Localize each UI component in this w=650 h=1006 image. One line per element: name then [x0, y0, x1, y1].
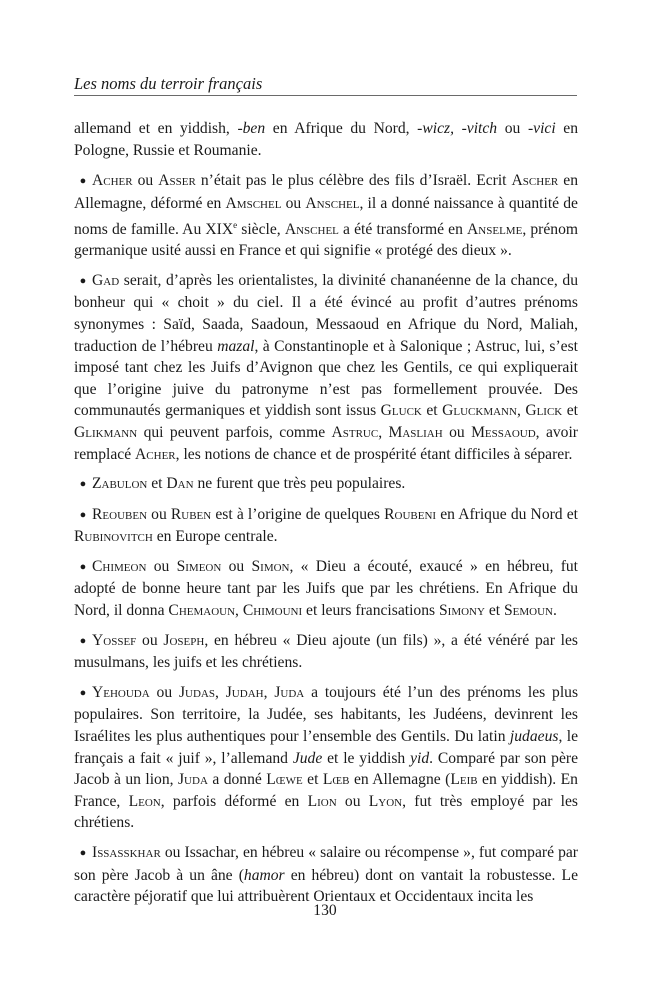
italic-term: -ben: [237, 120, 266, 137]
name-smallcaps: Asser: [158, 172, 196, 190]
text-run: a toujours été l’un des prénoms les plus populaires. Son territoire, la Judée, ses habitants, les Judéens, devinrent les Israélites les plus authentiques pour l’ensemble des Gentils. Du latin: [74, 683, 579, 746]
text-run: et leurs francisations: [302, 602, 439, 620]
text-run: en Allemagne, déformé en: [74, 172, 578, 212]
text-run: siècle,: [237, 220, 285, 238]
text-run: ou: [147, 505, 171, 523]
name-smallcaps: Rubinovitch: [74, 528, 153, 546]
text-run: ,: [235, 602, 243, 620]
page-number: 130: [313, 902, 337, 919]
italic-term: judaeus: [509, 728, 559, 746]
name-smallcaps: Semoun: [504, 602, 554, 620]
text-run: en hébreu) dont on vantait la robustesse. Le caractère péjoratif que lui attribuèrent Orientaux et Occidentaux incita les: [74, 866, 578, 906]
text-run: .: [553, 602, 557, 620]
bullet-icon: ●: [79, 508, 87, 521]
text-run: ou: [136, 631, 164, 649]
name-smallcaps: Leon: [128, 792, 161, 810]
name-smallcaps: Juda: [177, 771, 208, 789]
paragraph-issasskhar: [74, 842, 578, 908]
text-run: , à Constantinople et à Salonique ; Astruc, lui, s’est imposé tant chez les Juifs d’Avignon que chez les Gentils, ce qui expliquerait que l’origine juive du patronyme n’est pas formellement prouvée. Des communautés germaniques et yiddish sont issus: [74, 337, 578, 420]
name-smallcaps: Lœwe: [266, 771, 303, 789]
name-smallcaps: Roubeni: [384, 505, 437, 523]
text-run: en yiddish). En France,: [74, 771, 578, 810]
bullet-icon: ●: [79, 274, 87, 287]
paragraph-text: [74, 844, 578, 905]
bullet-icon: ●: [79, 634, 87, 647]
italic-term: yid: [410, 749, 430, 767]
text-run: ou: [132, 172, 159, 190]
text-run: , il a donné naissance à quantité de noms de famille. Au XIX: [74, 194, 578, 238]
name-smallcaps: Simeon: [176, 557, 222, 575]
bullet-icon: ●: [79, 175, 87, 188]
name-smallcaps: Zabulon: [92, 475, 148, 493]
page-body: [74, 118, 578, 916]
name-smallcaps: Judah: [225, 683, 264, 701]
paragraph-text: [74, 506, 578, 546]
name-smallcaps: Lion: [307, 792, 337, 810]
paragraph-acher: [74, 170, 578, 262]
text-run: en Europe centrale.: [152, 528, 278, 546]
name-smallcaps: Astruc: [331, 423, 379, 441]
text-run: . Comparé par son père Jacob à un lion,: [74, 749, 578, 789]
paragraph-chimeon: [74, 556, 578, 622]
paragraph-text: [74, 172, 578, 259]
text-run: et: [147, 475, 167, 493]
name-smallcaps: Chimouni: [242, 602, 303, 620]
paragraph-text: [74, 120, 578, 159]
paragraph-reouben: [74, 504, 578, 548]
paragraph-text: [74, 632, 578, 672]
name-smallcaps: Issasskhar: [92, 844, 161, 861]
italic-term: -vici: [527, 120, 556, 137]
text-run: en Afrique du Nord et: [436, 505, 578, 523]
text-run: , « Dieu a écouté, exaucé » en hébreu, fut adopté de bonne heure tant par les Juifs que par les chrétiens. En Afrique du Nord, il donna: [74, 557, 579, 620]
text-run: en Pologne, Russie et Roumanie.: [74, 120, 578, 159]
text-run: ou: [336, 792, 369, 810]
text-run: et le yiddish: [322, 749, 411, 767]
text-run: est à l’origine de quelques: [211, 505, 385, 523]
name-smallcaps: Amschel: [225, 194, 282, 212]
paragraph-gad: [74, 270, 578, 465]
name-smallcaps: Dan: [166, 475, 194, 493]
name-smallcaps: Leib: [450, 771, 478, 789]
text-run: ou: [442, 423, 472, 441]
text-run: allemand et en yiddish,: [74, 120, 238, 137]
name-smallcaps: Chemaoun: [168, 602, 236, 620]
text-run: , les notions de chance et de prospérité étant difficiles à séparer.: [175, 445, 573, 463]
text-run: , avoir remplacé: [74, 423, 578, 463]
name-smallcaps: Gluckmann: [442, 402, 517, 420]
italic-term: -wicz, -vitch: [417, 120, 498, 137]
paragraph-zabulon: [74, 473, 578, 496]
paragraph-text: [74, 558, 578, 619]
name-smallcaps: Lyon: [368, 792, 403, 810]
text-run: et: [484, 602, 504, 620]
text-run: ou: [146, 557, 177, 575]
text-run: et: [421, 402, 443, 420]
bullet-icon: ●: [79, 686, 87, 699]
text-run: a été transformé en: [338, 220, 468, 238]
text-run: et: [302, 771, 323, 789]
text-run: ,: [378, 423, 389, 441]
text-run: , prénom germanique usité aussi en France et qui signifie « protégé des dieux ».: [74, 220, 579, 260]
name-smallcaps: Juda: [274, 683, 305, 701]
text-run: a donné: [207, 771, 267, 789]
paragraph-text: [74, 684, 578, 832]
text-run: ne furent que très peu populaires.: [193, 475, 406, 493]
name-smallcaps: Gad: [92, 271, 120, 289]
text-run: ,: [516, 402, 526, 420]
name-smallcaps: Simony: [438, 602, 485, 620]
name-smallcaps: Reouben: [92, 505, 148, 523]
italic-term: hamor: [243, 866, 285, 884]
bullet-icon: ●: [79, 847, 87, 859]
text-run: serait, d’après les orientalistes, la divinité chananéenne de la chance, du bonheur qui « choit » du ciel. Il a été évincé au profit d’autres prénoms synonymes : Saïd, Saada, Saadoun, Messaoud en Afrique du Nord, Maliah, traduction de l’hébreu: [74, 271, 578, 355]
paragraph-continuation: [74, 118, 578, 161]
name-smallcaps: Anselme: [467, 220, 523, 238]
name-smallcaps: Anschel: [305, 194, 360, 212]
name-smallcaps: Glikmann: [74, 423, 138, 441]
superscript: e: [233, 219, 238, 230]
name-smallcaps: Glick: [525, 402, 563, 420]
running-header: Les noms du terroir français: [74, 74, 577, 96]
name-smallcaps: Ascher: [511, 172, 559, 190]
text-run: ou: [221, 557, 252, 575]
italic-term: Jude: [292, 749, 323, 767]
paragraph-text: [92, 475, 405, 492]
text-run: , fut très employé par les chrétiens.: [74, 792, 579, 832]
name-smallcaps: Simon: [251, 557, 290, 575]
text-run: ou Issachar, en hébreu « salaire ou récompense », fut comparé par son père Jacob à un âne (: [74, 844, 578, 884]
name-smallcaps: Lœb: [322, 771, 350, 789]
bullet-icon: ●: [79, 560, 87, 573]
text-run: , parfois déformé en: [160, 792, 308, 810]
name-smallcaps: Gluck: [380, 402, 422, 420]
text-run: en Afrique du Nord,: [265, 120, 418, 137]
paragraph-yehouda: [74, 682, 578, 834]
text-run: en Allemagne (: [349, 771, 451, 789]
name-smallcaps: Joseph: [163, 631, 205, 649]
italic-term: mazal: [217, 337, 255, 355]
text-run: , le français a fait « juif », l’allemand: [74, 728, 578, 767]
paragraph-text: [74, 272, 578, 463]
text-run: et: [562, 402, 578, 420]
name-smallcaps: Ruben: [170, 505, 212, 523]
name-smallcaps: Acher: [135, 445, 176, 463]
bullet-icon: ●: [79, 478, 87, 491]
text-run: ou: [281, 194, 306, 212]
name-smallcaps: Messaoud: [471, 423, 536, 441]
text-run: ,: [263, 683, 275, 701]
text-run: qui peuvent parfois, comme: [137, 423, 332, 441]
text-run: n’était pas le plus célèbre des fils d’Israël. Ecrit: [195, 172, 512, 190]
name-smallcaps: Chimeon: [92, 557, 147, 575]
text-run: ,: [215, 683, 226, 701]
name-smallcaps: Yehouda: [92, 683, 150, 701]
name-smallcaps: Acher: [92, 172, 133, 190]
name-smallcaps: Yossef: [92, 631, 137, 649]
text-run: , en hébreu « Dieu ajoute (un fils) », a été vénéré par les musulmans, les juifs et les chrétiens.: [74, 631, 578, 672]
text-run: ou: [497, 120, 528, 137]
name-smallcaps: Judas: [178, 683, 215, 701]
paragraph-yossef: [74, 630, 578, 674]
name-smallcaps: Anschel: [284, 220, 339, 238]
name-smallcaps: Masliah: [388, 423, 443, 441]
text-run: ou: [149, 683, 179, 701]
